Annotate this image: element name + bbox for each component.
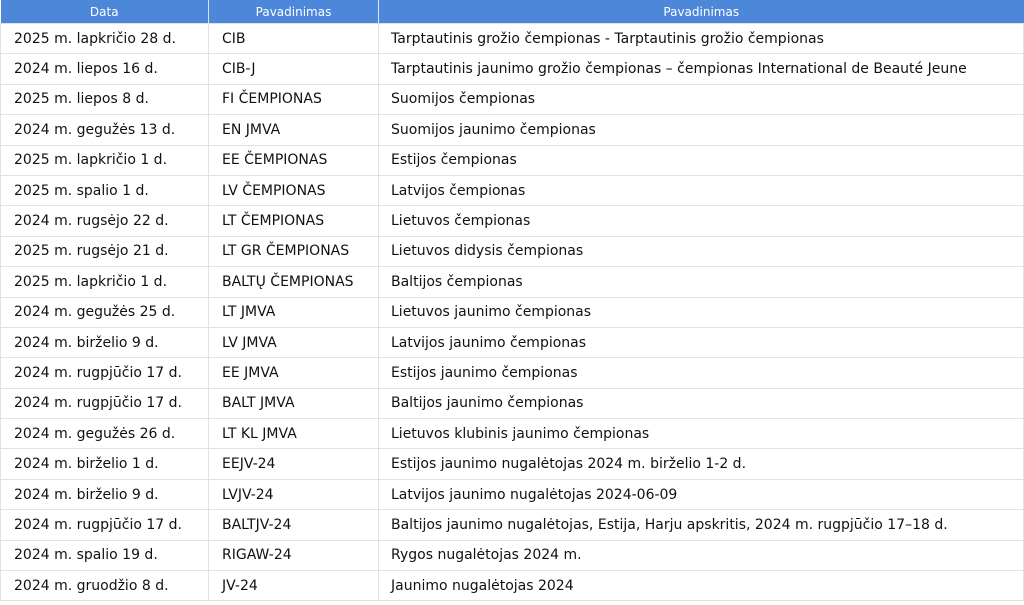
cell-title: Estijos jaunimo nugalėtojas 2024 m. birželio 1-2 d. (379, 449, 1024, 479)
table-row[interactable] (1, 571, 1024, 601)
table-row[interactable] (1, 145, 1024, 175)
table-row[interactable] (1, 449, 1024, 479)
header-row (1, 0, 1024, 24)
cell-title: Lietuvos didysis čempionas (379, 236, 1024, 266)
cell-code: FI ČEMPIONAS (209, 84, 379, 114)
table-body (1, 24, 1024, 601)
cell-title: Tarptautinis grožio čempionas - Tarptautinis grožio čempionas (379, 24, 1024, 54)
column-header-title[interactable]: Pavadinimas (379, 0, 1024, 24)
cell-date: 2025 m. spalio 1 d. (1, 175, 209, 205)
cell-title: Latvijos čempionas (379, 175, 1024, 205)
cell-title: Latvijos jaunimo čempionas (379, 327, 1024, 357)
table-row[interactable] (1, 236, 1024, 266)
table-row[interactable] (1, 297, 1024, 327)
cell-code: BALTJV-24 (209, 510, 379, 540)
cell-title: Lietuvos jaunimo čempionas (379, 297, 1024, 327)
cell-date: 2024 m. birželio 9 d. (1, 327, 209, 357)
table-row[interactable] (1, 388, 1024, 418)
cell-date: 2024 m. gruodžio 8 d. (1, 571, 209, 601)
cell-code: BALT JMVA (209, 388, 379, 418)
table-row[interactable] (1, 419, 1024, 449)
table-row[interactable] (1, 510, 1024, 540)
cell-date: 2024 m. birželio 1 d. (1, 449, 209, 479)
cell-title: Estijos čempionas (379, 145, 1024, 175)
cell-date: 2024 m. liepos 16 d. (1, 54, 209, 84)
cell-code: EN JMVA (209, 115, 379, 145)
cell-date: 2024 m. spalio 19 d. (1, 540, 209, 570)
cell-code: BALTŲ ČEMPIONAS (209, 267, 379, 297)
cell-code: LT KL JMVA (209, 419, 379, 449)
cell-code: LVJV-24 (209, 479, 379, 509)
cell-date: 2025 m. lapkričio 1 d. (1, 145, 209, 175)
cell-title: Lietuvos čempionas (379, 206, 1024, 236)
cell-title: Latvijos jaunimo nugalėtojas 2024-06-09 (379, 479, 1024, 509)
cell-date: 2024 m. gegužės 26 d. (1, 419, 209, 449)
cell-code: CIB-J (209, 54, 379, 84)
cell-date: 2024 m. birželio 9 d. (1, 479, 209, 509)
table-row[interactable] (1, 479, 1024, 509)
cell-title: Baltijos čempionas (379, 267, 1024, 297)
cell-date: 2025 m. lapkričio 1 d. (1, 267, 209, 297)
cell-title: Suomijos čempionas (379, 84, 1024, 114)
cell-date: 2025 m. liepos 8 d. (1, 84, 209, 114)
table-row[interactable] (1, 206, 1024, 236)
cell-date: 2025 m. rugsėjo 21 d. (1, 236, 209, 266)
cell-title: Estijos jaunimo čempionas (379, 358, 1024, 388)
cell-code: EEJV-24 (209, 449, 379, 479)
column-header-date[interactable]: Data (1, 0, 209, 24)
table-row[interactable] (1, 24, 1024, 54)
cell-date: 2025 m. lapkričio 28 d. (1, 24, 209, 54)
cell-date: 2024 m. rugsėjo 22 d. (1, 206, 209, 236)
cell-code: LV JMVA (209, 327, 379, 357)
cell-date: 2024 m. rugpjūčio 17 d. (1, 358, 209, 388)
cell-title: Rygos nugalėtojas 2024 m. (379, 540, 1024, 570)
cell-title: Jaunimo nugalėtojas 2024 (379, 571, 1024, 601)
table-row[interactable] (1, 327, 1024, 357)
cell-code: RIGAW-24 (209, 540, 379, 570)
table-row[interactable] (1, 175, 1024, 205)
table-row[interactable] (1, 115, 1024, 145)
column-header-code[interactable]: Pavadinimas (209, 0, 379, 24)
cell-title: Baltijos jaunimo nugalėtojas, Estija, Harju apskritis, 2024 m. rugpjūčio 17–18 d. (379, 510, 1024, 540)
cell-code: LV ČEMPIONAS (209, 175, 379, 205)
cell-code: EE ČEMPIONAS (209, 145, 379, 175)
cell-code: LT ČEMPIONAS (209, 206, 379, 236)
cell-code: JV-24 (209, 571, 379, 601)
cell-code: EE JMVA (209, 358, 379, 388)
cell-title: Baltijos jaunimo čempionas (379, 388, 1024, 418)
table-header (1, 0, 1024, 24)
cell-title: Lietuvos klubinis jaunimo čempionas (379, 419, 1024, 449)
cell-date: 2024 m. gegužės 25 d. (1, 297, 209, 327)
cell-date: 2024 m. gegužės 13 d. (1, 115, 209, 145)
cell-title: Suomijos jaunimo čempionas (379, 115, 1024, 145)
table-row[interactable] (1, 540, 1024, 570)
cell-date: 2024 m. rugpjūčio 17 d. (1, 388, 209, 418)
cell-code: CIB (209, 24, 379, 54)
cell-code: LT JMVA (209, 297, 379, 327)
cell-code: LT GR ČEMPIONAS (209, 236, 379, 266)
table-row[interactable] (1, 84, 1024, 114)
cell-date: 2024 m. rugpjūčio 17 d. (1, 510, 209, 540)
table-row[interactable] (1, 54, 1024, 84)
cell-title: Tarptautinis jaunimo grožio čempionas – čempionas International de Beauté Jeune (379, 54, 1024, 84)
table-row[interactable] (1, 358, 1024, 388)
table-row[interactable] (1, 267, 1024, 297)
